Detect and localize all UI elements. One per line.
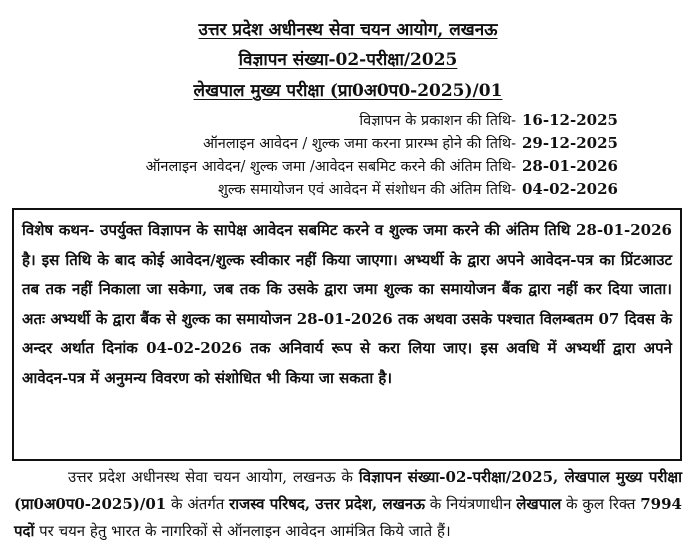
date-value: 28-01-2026 [522, 157, 618, 175]
special-note-text: विशेष कथन- उपर्युक्त विज्ञापन के सापेक्ष आवेदन सबमिट करने व शुल्क जमा करने की अंतिम तिथि 28-01-2026 है। इस तिथि के बाद कोई आवेदन/शुल्क स्वीकार नहीं किया जाएगा। अभ्यर्थी के द्वारा अपने आवेदन-पत्र का प्रिंटआउट तब तक नहीं निकाला जा सकेगा, जब तक कि उसके द्वारा जमा शुल्क का समायोजन बैंक द्वारा नहीं कर दिया जाता। अतः अभ्यर्थी के द्वारा बैंक से शुल्क का समायोजन 28-01-2026 तक अथवा उसके पश्चात विलम्बतम 07 दिवस के अन्दर अर्थात दिनांक 04-02-2026 तक अनिवार्य रूप से करा लिया जाए। इस अवधि में अभ्यर्थी द्वारा अपने आवेदन-पत्र में अनुमन्य विवरण को संशोधित भी किया जा सकता है। [22, 221, 672, 387]
intro-paragraph: उत्तर प्रदेश अधीनस्थ सेवा चयन आयोग, लखनऊ के विज्ञापन संख्या-02-परीक्षा/2025, लेखपाल मुख्य परीक्षा (प्रा0अ0प0-2025)/01 के अंतर्गत राजस्व परिषद, उत्तर प्रदेश, लखनऊ के नियंत्रणाधीन लेखपाल के कुल रिक्त 7994 पदों पर चयन हेतु भारत के नागरिकों से ऑनलाइन आवेदन आमंत्रित किये जाते हैं। [14, 468, 682, 540]
date-row-application-last [12, 156, 618, 179]
date-label: विज्ञापन के प्रकाशन की तिथि- [359, 113, 516, 129]
date-value: 29-12-2025 [522, 134, 618, 152]
date-value: 16-12-2025 [522, 111, 618, 129]
date-label: ऑनलाइन आवेदन/ शुल्क जमा /आवेदन सबमिट करने की अंतिम तिथि- [145, 159, 516, 175]
special-note-box [12, 208, 682, 461]
date-row-application-start [12, 133, 618, 156]
commission-title: उत्तर प्रदेश अधीनस्थ सेवा चयन आयोग, लखनऊ [198, 20, 498, 40]
date-label: शुल्क समायोजन एवं आवेदन में संशोधन की अंतिम तिथि- [218, 182, 516, 198]
advertisement-number: विज्ञापन संख्या-02-परीक्षा/2025 [238, 50, 458, 70]
date-row-correction-last [12, 179, 618, 202]
date-row-publication [12, 110, 618, 133]
date-label: ऑनलाइन आवेदन / शुल्क जमा करना प्रारम्भ होने की तिथि- [202, 136, 516, 152]
exam-title: लेखपाल मुख्य परीक्षा (प्रा0अ0प0-2025)/01 [193, 81, 503, 101]
date-value: 04-02-2026 [522, 180, 618, 198]
important-dates [12, 110, 618, 202]
